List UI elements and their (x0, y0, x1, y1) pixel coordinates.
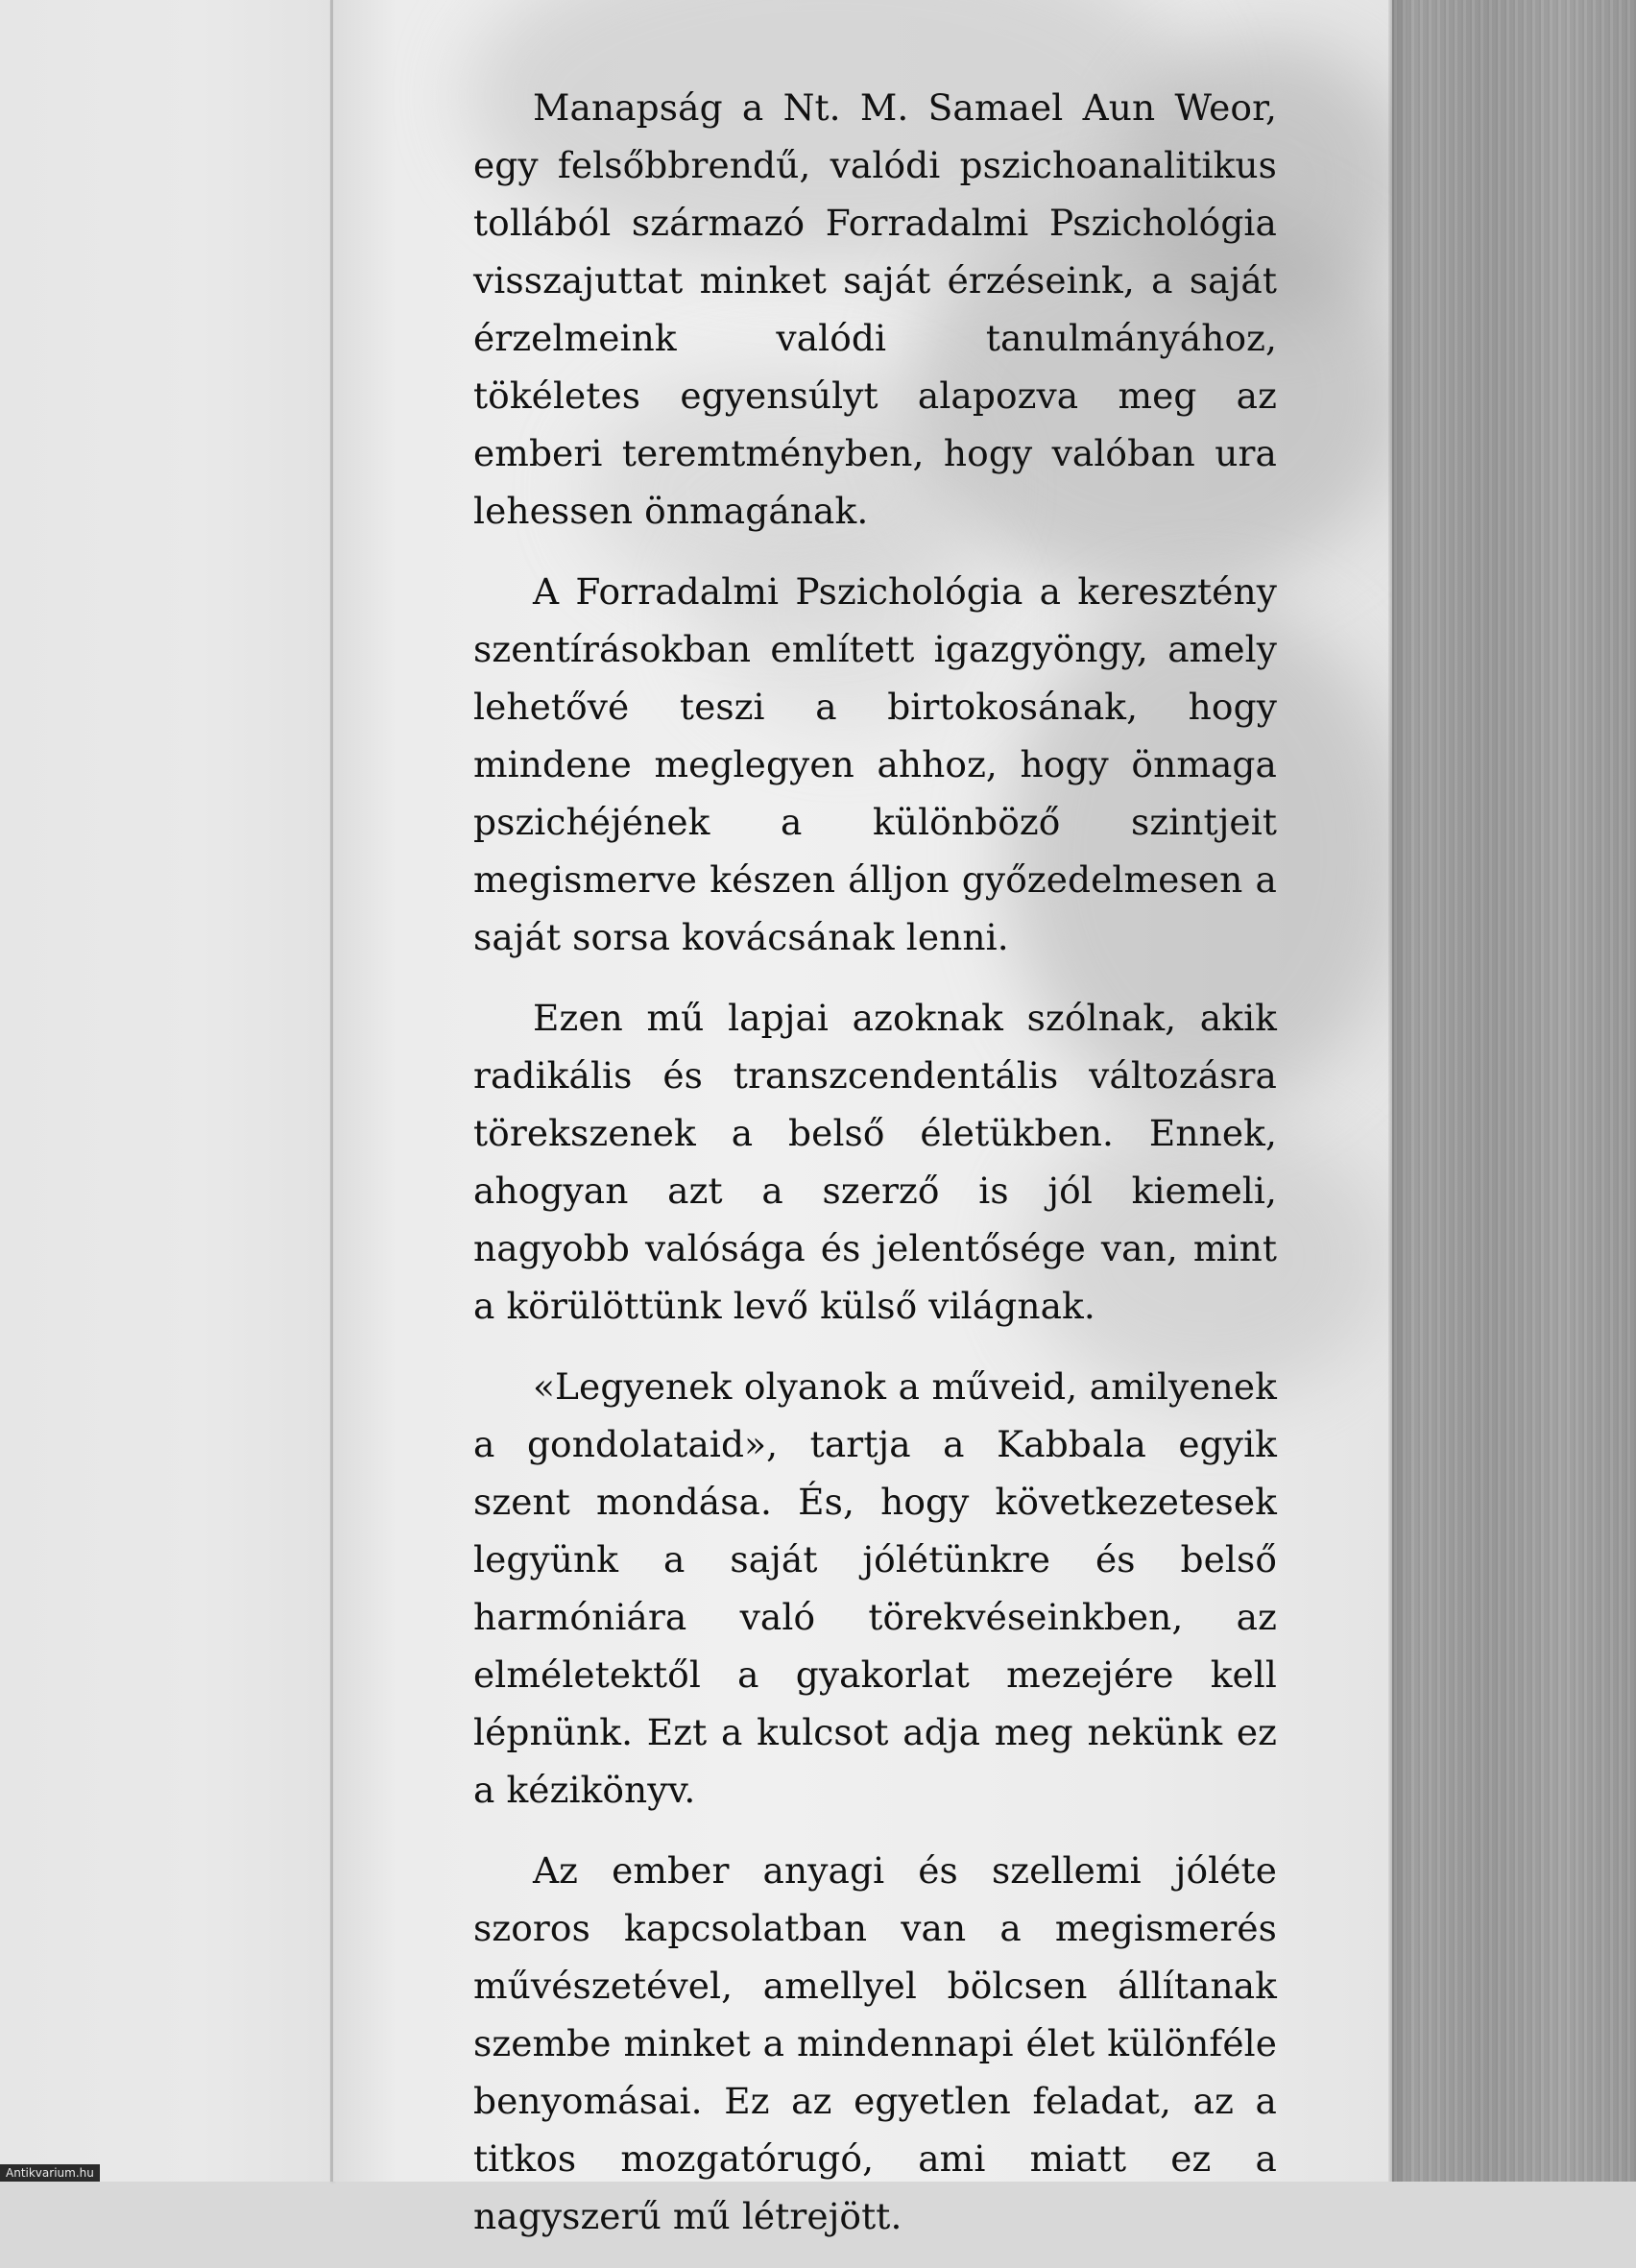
left-blank-page (0, 0, 334, 2182)
watermark: Antikvarium.hu (0, 2164, 100, 2182)
paragraph-2: A Forradalmi Pszichológia a keresztény szentírásokban említett igazgyöngy, amely lehetővé teszi a birtokosának, hogy mindene meglegyen ahhoz, hogy önmaga pszichéjének a különböző szintjeit megismerve készen álljon győzedelmesen a saját sorsa kovácsának lenni. (473, 570, 1277, 958)
paragraph-3: Ezen mű lapjai azoknak szólnak, akik radikális és transzcendentális változásra törekszenek a belső életükben. Ennek, ahogyan azt a szerző is jól kiemeli, nagyobb valósága és jelentősége van, mint a körülöttünk levő külső világnak. (473, 997, 1277, 1327)
paragraph-4: «Legyenek olyanok a műveid, amilyenek a gondolataid», tartja a Kabbala egyik szent mondása. És, hogy következetesek legyünk a saját jólétünkre és belső harmóniára való törekvéseinkben, az elméletektől a gyakorlat mezejére kell lépnünk. Ezt a kulcsot adja meg nekünk ez a kézikönyv. (473, 1365, 1277, 1811)
paragraph-5: Az ember anyagi és szellemi jóléte szoros kapcsolatban van a megismerés művészetével, amellyel bölcsen állítanak szembe minket a mindennapi élet különféle benyomásai. Ez az egyetlen feladat, az a titkos mozgatórugó, ami miatt ez a nagyszerű mű létrejött. (473, 1849, 1277, 2237)
wood-background (1392, 0, 1636, 2182)
paragraph-1: Manapság a Nt. M. Samael Aun Weor, egy felsőbbrendű, valódi pszichoanalitikus tollából származó Forradalmi Pszichológia visszajuttat minket saját érzéseink, a saját érzelmeink valódi tanulmányához, tökéletes egyensúlyt alapozva meg az emberi teremtményben, hogy valóban ura lehessen önmagának. (473, 86, 1277, 532)
blurb-text (473, 79, 1277, 2268)
